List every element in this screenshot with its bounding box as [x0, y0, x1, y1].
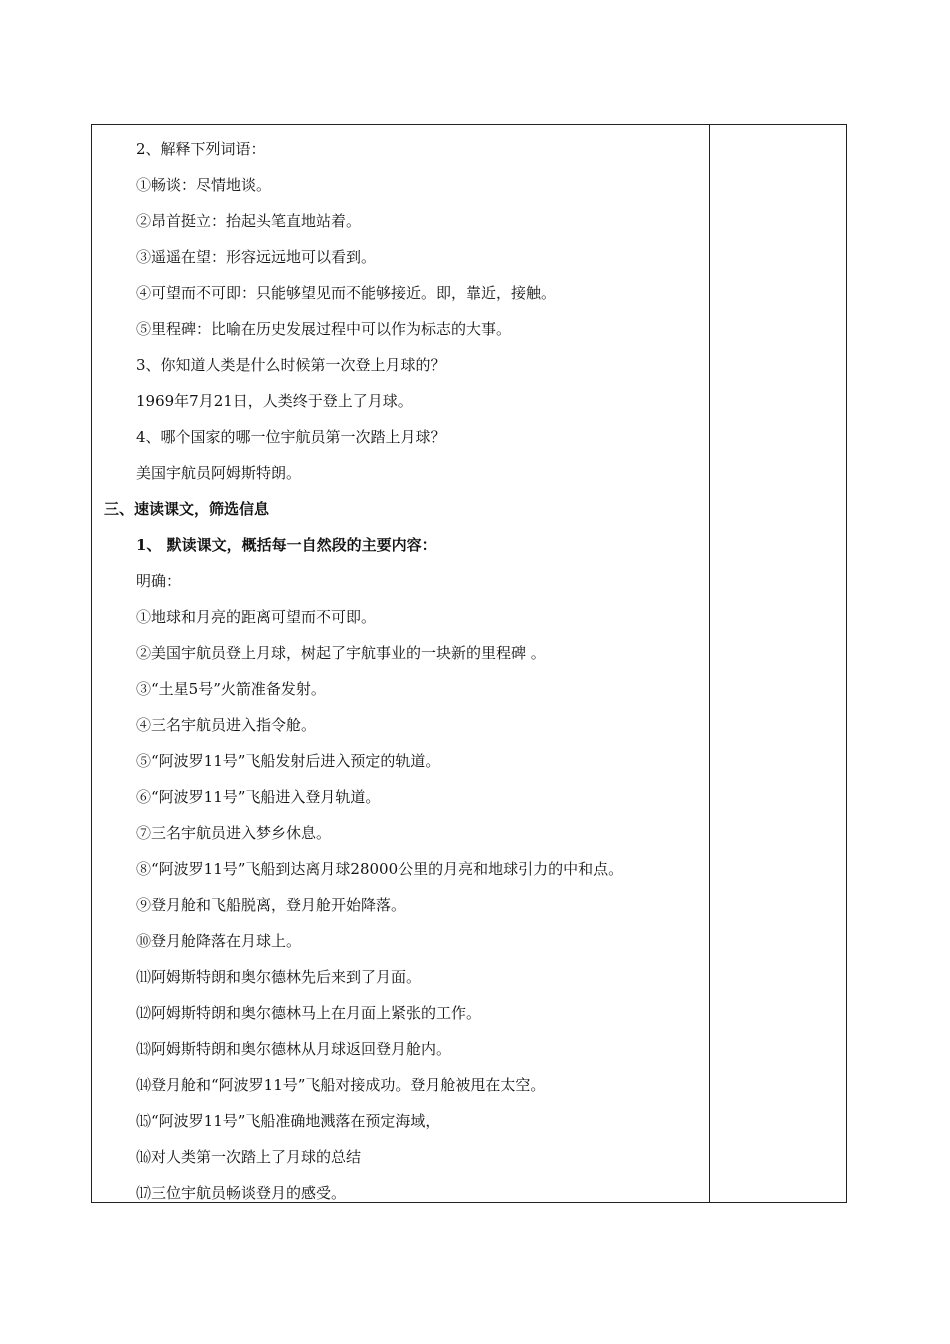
section-heading: 三、速读课文，筛选信息: [104, 500, 270, 518]
text-line: 明确：: [136, 572, 182, 590]
text-line: 3、你知道人类是什么时候第一次登上月球的？: [136, 356, 446, 374]
text-line: ④可望而不可即：只能够望见而不能够接近。即，靠近，接触。: [136, 284, 557, 302]
text-line: ⑾阿姆斯特朗和奥尔德林先后来到了月面。: [136, 968, 422, 986]
text-line: ⒃对人类第一次踏上了月球的总结: [136, 1148, 362, 1166]
text-line: ②昂首挺立：抬起头笔直地站着。: [136, 212, 362, 230]
text-line: ⑧“阿波罗11号”飞船到达离月球28000公里的月亮和地球引力的中和点。: [136, 860, 624, 878]
text-line: ⑩登月舱降落在月球上。: [136, 932, 302, 950]
text-line: ③遥遥在望：形容远远地可以看到。: [136, 248, 377, 266]
text-line: ⑨登月舱和飞船脱离，登月舱开始降落。: [136, 896, 407, 914]
text-line: ⒁登月舱和“阿波罗11号”飞船对接成功。登月舱被甩在太空。: [136, 1076, 546, 1094]
text-line: ⑤里程碑：比喻在历史发展过程中可以作为标志的大事。: [136, 320, 512, 338]
text-line: ①地球和月亮的距离可望而不可即。: [136, 608, 377, 626]
lesson-table: [91, 124, 847, 1203]
text-line: ⑦三名宇航员进入梦乡休息。: [136, 824, 332, 842]
text-line: ⒂“阿波罗11号”飞船准确地溅落在预定海域，: [136, 1112, 441, 1130]
text-line: ①畅谈：尽情地谈。: [136, 176, 272, 194]
text-line: ⑥“阿波罗11号”飞船进入登月轨道。: [136, 788, 381, 806]
text-line: 1969年7月21日，人类终于登上了月球。: [136, 392, 413, 410]
text-line: ⒀阿姆斯特朗和奥尔德林从月球返回登月舱内。: [136, 1040, 452, 1058]
text-line: ⒄三位宇航员畅谈登月的感受。: [136, 1184, 347, 1202]
text-line: ②美国宇航员登上月球，树起了宇航事业的一块新的里程碑 。: [136, 644, 546, 662]
text-line: 4、哪个国家的哪一位宇航员第一次踏上月球？: [136, 428, 446, 446]
text-line: ⑿阿姆斯特朗和奥尔德林马上在月面上紧张的工作。: [136, 1004, 482, 1022]
text-line: 2、解释下列词语：: [136, 140, 266, 158]
text-line: ③“土星5号”火箭准备发射。: [136, 680, 326, 698]
main-content-column: [92, 131, 709, 1211]
text-line: ⑤“阿波罗11号”飞船发射后进入预定的轨道。: [136, 752, 441, 770]
text-line: 美国宇航员阿姆斯特朗。: [136, 464, 302, 482]
text-line: ④三名宇航员进入指令舱。: [136, 716, 317, 734]
notes-column: [710, 125, 846, 1202]
subsection-heading: 1、 默读课文，概括每一自然段的主要内容：: [136, 536, 437, 554]
